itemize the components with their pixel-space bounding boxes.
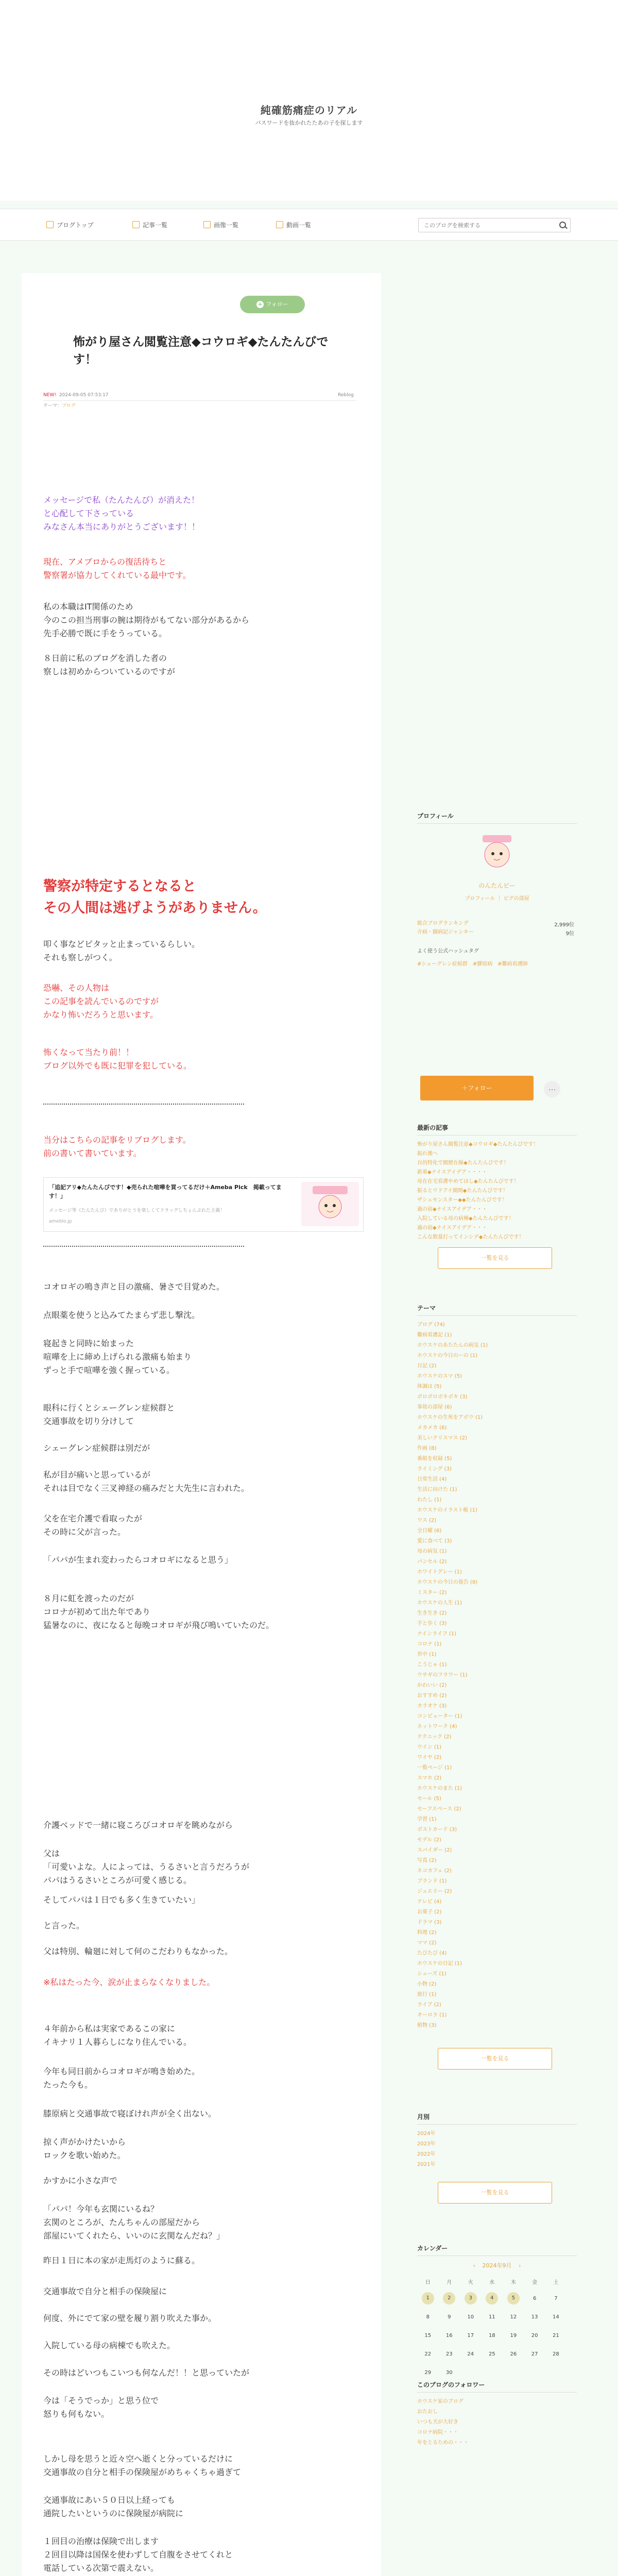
post-theme (43, 402, 76, 409)
calendar-day: 24 (467, 2351, 474, 2357)
theme-link[interactable]: 体調は (5) (417, 1384, 442, 1389)
paragraph: その時はどいつもこいつも何なんだ！！と思っていたが (43, 2368, 250, 2378)
dotted-divider (43, 1246, 244, 1247)
calendar-weekday: 土 (553, 2279, 559, 2285)
recent-post-link[interactable]: ザシュモンスター◆◆たんたんびです！ (417, 1197, 507, 1203)
official-tags[interactable]: #シェーグレン症候群 #膠原病 #難病看護師 (417, 961, 528, 967)
character-icon (301, 1182, 359, 1226)
calendar-day: 14 (553, 2314, 559, 2320)
theme-link[interactable]: ホウスケのスマ (5) (417, 1374, 462, 1379)
paragraph: 膝原病と交通事故で寝ぼけれ声が全く出ない。 (43, 2109, 217, 2119)
theme-link[interactable]: ホウスケのイラスト帳 (1) (417, 1507, 477, 1513)
divider (43, 400, 356, 401)
theme-link[interactable]: お菓子 (2) (417, 1909, 442, 1915)
calendar-day: 25 (488, 2351, 495, 2357)
calendar-day[interactable] (460, 2289, 482, 2308)
paragraph: 今年も同日前からコオロギが鳴き始めた。 たった今も。 (43, 2066, 200, 2090)
calendar-month-label: 2024年9月 (482, 2262, 512, 2269)
calendar-day (545, 2363, 566, 2382)
calendar-day: 28 (553, 2351, 559, 2357)
calendar-day: 30 (445, 2369, 453, 2376)
calendar-day (524, 2363, 545, 2382)
theme-link[interactable]: 生活に向けた (1) (417, 1487, 457, 1493)
official-tags-label: よく使う公式ハッシュタグ (417, 948, 479, 954)
theme-link[interactable]: ホウスケの生死をアボウ (1) (417, 1415, 483, 1420)
calendar-day: 26 (510, 2351, 517, 2357)
calendar-weekday: 金 (532, 2279, 538, 2285)
theme-link[interactable]: こうじゃ (1) (417, 1662, 447, 1668)
calendar-day (503, 2363, 524, 2382)
theme-link[interactable]: 全日曜 (6) (417, 1528, 442, 1534)
theme-link[interactable]: 日常生活 (4) (417, 1477, 447, 1482)
paragraph: コオロギの鳴き声と目の激痛、暑さで目覚めた。 (43, 1282, 225, 1292)
theme-link[interactable]: セーフスペース (2) (417, 1806, 461, 1812)
calendar-day: 20 (531, 2332, 538, 2338)
theme-link[interactable]: たびたび (4) (417, 1951, 447, 1956)
paragraph: 寝起きと同時に始まった 喧嘩を上に締め上げられる激痛も始まり ずっと手で喧嘩を強く握っている。 (43, 1338, 192, 1375)
message-purple: メッセージで私（たんたんび）が消えた！ と心配して下さっている みなさん本当にありがとうございます！！ (43, 495, 200, 532)
calendar-day: 16 (445, 2332, 453, 2338)
search-input[interactable] (423, 218, 554, 232)
paragraph: 私の本職はIT関係のため 今のこの担当刑事の腕は期待がもてない部分があるから 先手必勝で既に手をうっている。 (43, 602, 250, 638)
sidebar-follow-button[interactable]: ＋フォロー (420, 1076, 534, 1100)
theme-link[interactable]: 学習 (1) (417, 1817, 437, 1822)
calendar-weekday: 日 (425, 2279, 431, 2285)
nav-blog-top[interactable] (46, 221, 94, 230)
theme-link[interactable]: ネコカフェ (2) (417, 1868, 452, 1874)
theme-link[interactable]: わたし (1) (417, 1497, 442, 1503)
recent-more-button[interactable]: 一覧を見る (438, 1247, 552, 1269)
recent-post-link[interactable]: 過の前◆ナイスアイデア・・・ (417, 1225, 487, 1231)
post-date (43, 393, 109, 398)
image-icon (203, 221, 211, 228)
nav-images[interactable] (203, 221, 238, 230)
recent-heading: 最新の記事 (417, 1123, 577, 1136)
theme-link[interactable]: ナインライフ (1) (417, 1631, 457, 1637)
calendar-day-link[interactable]: 1 (422, 2292, 434, 2304)
theme-link[interactable]: ホウスケの今日の報告 (9) (417, 1580, 478, 1585)
paragraph: 入院している母の病棟でも吹えた。 (43, 2341, 176, 2350)
theme-link[interactable]: 母の病気 (1) (417, 1549, 447, 1554)
recent-post-link[interactable]: 過の前◆ナイスアイデア・・・ (417, 1207, 487, 1212)
genre-label[interactable]: 介病・闘病記ジャンキー (417, 929, 474, 935)
calendar-day: 7 (554, 2295, 558, 2301)
theme-link[interactable]: ホワイトグレー (1) (417, 1569, 462, 1575)
headline-red: 警察が特定するとなると その人間は逃げようがありません。 (43, 878, 267, 916)
theme-link[interactable]: ジュエリー (2) (417, 1889, 452, 1894)
calendar-weekday: 火 (468, 2279, 473, 2285)
site-description: パスワードを抜かれたたあの子を探します (255, 120, 363, 126)
theme-link[interactable]: カラオケ (3) (417, 1703, 447, 1709)
reblog-thumbnail (301, 1182, 359, 1226)
nav-label: 記事一覧 (143, 222, 168, 229)
reblog-url: ameblo.jp (49, 1219, 72, 1224)
paragraph: 父は 「可愛いよな。人によっては、うるさいと言うだろうが パパはうるさいところが可愛く感じる。 (43, 1849, 250, 1885)
paragraph: 「パパ！今年も玄関にいるね？ 玄関のところが、たんちゃんの部屋だから 部屋にいてくれたら、いいのに玄関なんだね？」 (43, 2204, 225, 2241)
follower-link[interactable]: コロナ病院・・・ (417, 2430, 458, 2435)
nav-label: 動画一覧 (286, 222, 312, 229)
plus-icon: + (256, 301, 264, 308)
archive-more-button[interactable]: 一覧を見る (438, 2182, 552, 2204)
calendar-day: 17 (467, 2332, 474, 2338)
recent-post-link[interactable]: 新着◆ナイスアイデア・・・・ (417, 1170, 487, 1175)
calendar-day: 23 (445, 2351, 453, 2357)
notice-red: 恐嚇、その人物は この記事を読んでいるのですが かなり怖いだろうと思います。 (43, 983, 159, 1020)
notice-red: ※私はたった今、涙が止まらなくなりました。 (43, 1977, 215, 1987)
archive-link[interactable]: 2022年 (417, 2151, 436, 2157)
theme-link[interactable]: 世中 (1) (417, 1652, 437, 1657)
calendar-day-link[interactable]: 4 (486, 2292, 498, 2304)
site-header (0, 0, 618, 201)
themes-more-button[interactable]: 一覧を見る (438, 2048, 552, 2070)
paragraph: 眼科に行くとシェーグレン症候群と 交通事故を切り分けして (43, 1403, 175, 1426)
theme-link[interactable]: 植物 (3) (417, 2023, 437, 2028)
nav-bar (0, 209, 618, 241)
calendar-heading: カレンダー (417, 2244, 577, 2256)
paragraph: 掠く声がかけたいから ロックを歌い始めた。 (43, 2137, 126, 2160)
archive-heading: 月別 (417, 2112, 577, 2125)
calendar-day: 29 (424, 2369, 432, 2376)
paragraph: 交通事故にあい５０日以上経っても 通院したいというのに保険屋が病院に (43, 2495, 184, 2518)
reblog-title: 「追記アリ◆たんたんびです！◆売られた喧嘩を買ってるだけ＋Ameba Pick 掲載ってます！」 (49, 1184, 282, 1199)
theme-link[interactable]: ブランド (1) (417, 1878, 447, 1884)
calendar-day[interactable] (482, 2289, 503, 2308)
recent-post-link[interactable]: 振るとウドアイ閲開◆たんたんびです！ (417, 1188, 508, 1194)
calendar-day: 13 (531, 2314, 538, 2320)
calendar-weekday: 木 (510, 2279, 516, 2285)
search-box (418, 218, 571, 232)
calendar-day[interactable] (439, 2289, 460, 2308)
recent-post-link[interactable]: こんな数量打ってインシデ◆たんたんびです！ (417, 1234, 524, 1240)
rank-label[interactable]: 総合ブログランキング (417, 921, 469, 926)
notice-red: 当分はこちらの記事をリブログします。 前の書いて書いています。 (43, 1135, 191, 1158)
theme-link[interactable]: コンピューター (1) (417, 1714, 462, 1719)
theme-link[interactable]: 事故の部屋 (6) (417, 1404, 452, 1410)
post-date-text: 2024-09-05 07:53:17 (59, 393, 109, 398)
theme-link[interactable]: 作画 (8) (417, 1446, 437, 1451)
calendar-day: 8 (426, 2314, 430, 2320)
theme-link[interactable]: スパイダー (2) (417, 1848, 452, 1853)
profile-heading: プロフィール (417, 811, 577, 824)
prev-month-icon[interactable]: ‹ (473, 2262, 475, 2269)
article-column (22, 273, 381, 2576)
calendar-month (417, 2261, 577, 2269)
reblog-summary: メッセージ等（たんたんび）でありがとうを楽しくてドラッグしちょんぷれた主義！ (49, 1208, 225, 1213)
profile-name[interactable]: のんたんビー (478, 882, 516, 889)
paragraph: 交通事故で自分と相手の保険屋に (43, 2286, 167, 2296)
theme-link[interactable]: パンセル (2) (417, 1559, 447, 1565)
calendar-day-link[interactable]: 3 (465, 2292, 477, 2304)
theme-link[interactable]: ブログ (62, 403, 76, 409)
theme-link[interactable]: ワイヤ (2) (417, 1755, 442, 1760)
calendar-day[interactable] (417, 2289, 439, 2308)
calendar-day: 6 (533, 2295, 537, 2301)
theme-link[interactable]: ライミング (3) (417, 1466, 452, 1472)
calendar-weekday: 水 (489, 2279, 495, 2285)
calendar-day[interactable] (503, 2289, 524, 2308)
theme-link[interactable]: 愛に食べて (3) (417, 1538, 452, 1544)
paragraph: 昨日１日に本の家が走馬灯のように蘇る。 (43, 2256, 200, 2265)
theme-link[interactable]: スマホ (2) (417, 1775, 442, 1781)
follow-button[interactable] (240, 296, 305, 313)
archive-link[interactable]: 2021年 (417, 2162, 436, 2167)
theme-link[interactable]: 旅行 (1) (417, 1992, 437, 1997)
theme-link[interactable]: ブログ (74) (417, 1322, 445, 1328)
post-title[interactable]: 怖がり屋さん閲覧注意◆コウロギ◆たんたんびです！ (73, 335, 329, 366)
follower-link[interactable]: 年をとるための・・・ (417, 2440, 469, 2446)
theme-link[interactable]: ネットワーク (4) (417, 1724, 457, 1730)
home-icon (46, 221, 54, 228)
paragraph: ８日前に私のブログを消した者の 察しは初めからついているのですが (43, 653, 175, 676)
calendar-day-link[interactable]: 2 (443, 2292, 455, 2304)
calendar-day-link[interactable]: 5 (507, 2292, 520, 2304)
paragraph: ４年前から私は実家であるこの家に イキナリ１人暮らしになり住んでいる。 (43, 2024, 192, 2047)
avatar-icon (471, 832, 523, 873)
archive-link[interactable]: 2023年 (417, 2141, 436, 2147)
paragraph: ８月に虹を渡ったのだが コロナが初めて出た年であり 猛暑なのに、夜になると毎晩コオロギが飛び鳴いていたのだ。 (43, 1594, 274, 1630)
theme-link[interactable]: ボロボロボキボキ (3) (417, 1394, 468, 1400)
theme-link[interactable]: テレビ (4) (417, 1899, 442, 1905)
theme-link[interactable]: 日記 (2) (417, 1363, 437, 1369)
theme-link[interactable]: 難病看護記 (1) (417, 1332, 452, 1338)
rank-value: 2,999位 (554, 922, 574, 928)
paragraph: 今は「そうでっか」と思う位で 怒りも何もない。 (43, 2396, 159, 2419)
more-icon[interactable]: … (544, 1081, 560, 1097)
theme-link[interactable]: ホウスケのまた (1) (417, 1786, 462, 1791)
theme-link[interactable]: モデル (2) (417, 1837, 441, 1843)
nav-label: 画像一覧 (214, 222, 239, 229)
calendar-day (482, 2363, 503, 2382)
theme-link[interactable]: ウイン (1) (417, 1744, 442, 1750)
calendar-day (460, 2363, 482, 2382)
followers-heading: このブログのフォロワー (417, 2380, 577, 2393)
calendar-day: 21 (553, 2332, 559, 2338)
follow-label: フォロー (266, 301, 288, 308)
calendar-day: 11 (488, 2314, 495, 2320)
calendar-day: 22 (424, 2351, 432, 2357)
calendar-day: 9 (448, 2314, 451, 2320)
notice-red: 現在、アメブロからの復活待ちと 警察署が協力してくれている最中です。 (43, 557, 191, 580)
new-badge: NEW! (43, 393, 56, 398)
calendar (417, 2274, 577, 2382)
theme-link[interactable]: メカメカ (6) (417, 1425, 447, 1431)
follower-link[interactable]: いつも犬が大好き (417, 2419, 458, 2425)
avatar[interactable] (471, 832, 523, 873)
paragraph: 父は特別、輪廻に対して何のこだわりもなかった。 (43, 1946, 233, 1956)
document-icon (132, 221, 140, 228)
theme-label: テーマ： (43, 403, 62, 409)
theme-link[interactable]: 料理 (2) (417, 1930, 437, 1936)
paragraph: 私が目が痛いと思っているが それは目でなく三叉神経の痛みだと大先生に言われた。 (43, 1470, 250, 1493)
theme-link[interactable]: かわいい (2) (417, 1683, 447, 1688)
nav-label: ブログトップ (57, 222, 94, 229)
theme-link[interactable]: おすすめ (2) (417, 1693, 447, 1699)
theme-link[interactable]: ホウスケの日記 (1) (417, 1961, 462, 1967)
paragraph: シェーグレン症候群は別だが (43, 1443, 150, 1453)
theme-link[interactable]: ウサギのフラワー (1) (417, 1672, 468, 1678)
recent-post-link[interactable]: 母在在宅看護やめてほし◆たんたんびです！ (417, 1179, 519, 1184)
follower-link[interactable]: ホウスケ家のブログ (417, 2399, 464, 2404)
recent-post-link[interactable]: 入院している母の病棟◆たんたんびです！ (417, 1216, 514, 1222)
site-title[interactable]: 純確筋痛症のリアル (260, 104, 358, 116)
theme-link[interactable]: 手と歩く (3) (417, 1621, 447, 1626)
calendar-day: 10 (467, 2314, 474, 2320)
theme-link[interactable]: ポストカード (3) (417, 1827, 457, 1833)
theme-link[interactable]: ホウスケの人生 (1) (417, 1600, 462, 1606)
reblog-link[interactable]: Reblog (338, 393, 354, 398)
theme-link[interactable]: ライブ (2) (417, 2002, 441, 2008)
theme-link[interactable]: テクニック (2) (417, 1734, 452, 1740)
paragraph: しかし母を思うと近々空へ逝くと分っているだけに 交通事故の自分と相手の保険屋がめちゃくちゃ過ぎて (43, 2454, 242, 2477)
theme-link[interactable]: 一覧ページ (1) (417, 1765, 452, 1771)
theme-link[interactable]: セール (5) (417, 1796, 441, 1802)
video-icon (276, 221, 283, 228)
dotted-divider (43, 1104, 244, 1105)
follower-link[interactable]: おたおし (417, 2409, 438, 2415)
theme-link[interactable]: ミスター (2) (417, 1590, 447, 1596)
calendar-day: 19 (510, 2332, 517, 2338)
theme-link[interactable]: ウス (2) (417, 1518, 437, 1523)
recent-post-link[interactable]: 自的特化で閲歴在線◆たんたんびです！ (417, 1160, 509, 1166)
theme-link[interactable]: 小物 (2) (417, 1981, 437, 1987)
paragraph: かすかに小さな声で (43, 2176, 118, 2185)
next-month-icon[interactable]: › (519, 2262, 521, 2269)
paragraph: 点眼薬を使うと込みてたまらず悲し撃沈。 (43, 1310, 200, 1320)
paragraph: 介護ベッドで一緒に寝ころびコオロギを眺めながら (43, 1820, 233, 1830)
theme-link[interactable]: 生き生き (2) (417, 1611, 447, 1616)
calendar-day: 18 (488, 2332, 495, 2338)
calendar-day: 12 (510, 2314, 517, 2320)
paragraph: 「パパが生まれ変わったらコオロギになると思う」 (43, 1555, 233, 1565)
theme-link[interactable]: 写真 (2) (417, 1858, 437, 1863)
theme-link[interactable]: ホウスケのあたたんの病気 (1) (417, 1343, 488, 1348)
notice-red: 怖くなって当たり前！！ ブログ以外でも既に犯罪を犯している。 (43, 1047, 192, 1071)
recent-post-link[interactable]: 怖がり屋さん閲覧注意◆コウロギ◆たんたんびです！ (417, 1142, 539, 1147)
theme-link[interactable]: ママ (2) (417, 1940, 437, 1946)
paragraph: と言った。 (43, 1921, 85, 1930)
search-icon[interactable] (559, 222, 566, 228)
themes-heading: テーマ (417, 1303, 577, 1316)
recent-post-link[interactable]: 振れ後へ (417, 1151, 438, 1157)
paragraph: １回目の治療は保険で出します ２回目以降は国保を使わずして自腹をさせてくれと 電話している次第で震えない。 (43, 2536, 233, 2573)
theme-link[interactable]: シューズ (1) (417, 1971, 447, 1977)
nav-videos[interactable] (276, 221, 311, 230)
theme-link[interactable]: ホウスケの今日のーの (1) (417, 1353, 478, 1359)
paragraph: 何度、外にでて家の壁を履り割り吹えた事か。 (43, 2313, 217, 2323)
calendar-day: 27 (531, 2351, 538, 2357)
genre-value: 9位 (565, 931, 574, 937)
paragraph: 叩く事などピタッと止まっているらしい。 それも察しがつく。 (43, 939, 200, 962)
paragraph: そしてパパは１日でも多く生きていたい」 (43, 1895, 200, 1905)
theme-link[interactable]: 番組を収録 (5) (417, 1456, 452, 1462)
archive-link[interactable]: 2024年 (417, 2131, 436, 2137)
profile-links[interactable]: プロフィール ｜ ピグの部屋 (465, 896, 529, 902)
theme-link[interactable]: ドラマ (3) (417, 1920, 442, 1925)
paragraph: 父を在宅介護で看取ったが その時に父が言った。 (43, 1514, 143, 1537)
theme-link[interactable]: コロナ (1) (417, 1641, 442, 1647)
nav-posts[interactable] (132, 221, 167, 230)
theme-link[interactable]: オーロラ (1) (417, 2012, 447, 2018)
calendar-day: 15 (424, 2332, 432, 2338)
theme-link[interactable]: 美しいクリスマス (2) (417, 1435, 467, 1441)
calendar-weekday: 月 (447, 2279, 452, 2285)
reblog-card[interactable] (43, 1177, 364, 1232)
